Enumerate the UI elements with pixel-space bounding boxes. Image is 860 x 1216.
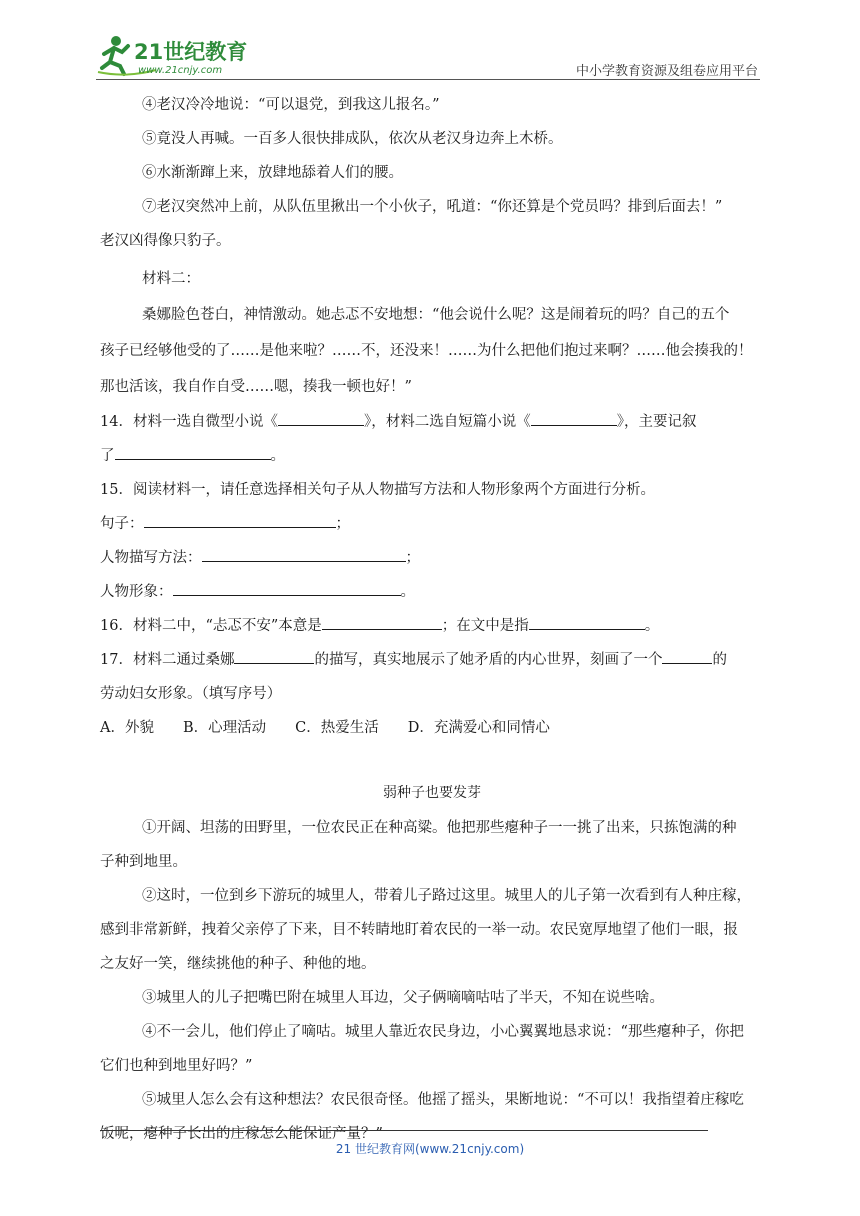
q17-text: 17．材料二通过桑娜 bbox=[100, 652, 235, 668]
footer-link[interactable]: 21 世纪教育网(www.21cnjy.com) bbox=[335, 1142, 525, 1156]
q15-method-row bbox=[100, 546, 420, 567]
svg-text:www.21cnjy.com: www.21cnjy.com bbox=[138, 65, 223, 76]
paragraph-line: 饭呢，瘪种子长出的庄稼怎么能保证产量？” bbox=[100, 1126, 383, 1142]
q17-options: A．外貌 B．心理活动 C．热爱生活 D．充满爱心和同情心 bbox=[100, 720, 550, 736]
answer-blank[interactable] bbox=[322, 615, 442, 630]
paragraph-line: ④不一会儿，他们停止了嘀咕。城里人靠近农民身边，小心翼翼地恳求说：“那些瘪种子，你把 bbox=[142, 1024, 744, 1040]
paragraph-line: 感到非常新鲜，拽着父亲停了下来，目不转睛地盯着农民的一举一动。农民宽厚地望了他们一眼，报 bbox=[100, 922, 738, 938]
q15-label: 句子： bbox=[100, 516, 144, 532]
q15-sentence-row bbox=[100, 512, 350, 533]
q15-label: 人物描写方法： bbox=[100, 550, 202, 566]
paragraph-line: 它们也种到地里好吗？” bbox=[100, 1058, 253, 1074]
q17-text: 的 bbox=[712, 652, 727, 668]
paragraph-line: 之友好一笑，继续挑他的种子、种他的地。 bbox=[100, 956, 376, 972]
question-16 bbox=[100, 614, 659, 635]
q16-text: ；在文中是指 bbox=[441, 618, 529, 634]
answer-blank[interactable] bbox=[662, 649, 712, 664]
q15-label: 人物形象： bbox=[100, 584, 173, 600]
q15-punct: ； bbox=[405, 550, 420, 566]
question-14-continued bbox=[100, 444, 285, 465]
text-line: 桑娜脸色苍白，神情激动。她忐忑不安地想：“他会说什么呢？这是闹着玩的吗？自己的五个 bbox=[142, 307, 730, 323]
q15-image-row bbox=[100, 580, 415, 601]
passage-title: 弱种子也要发芽 bbox=[383, 785, 481, 801]
text-line: 孩子已经够他受的了……是他来啦？……不，还没来！……为什么把他们抱过来啊？……他会揍我的！ bbox=[100, 343, 753, 359]
q17-continued: 劳动妇女形象。（填写序号） bbox=[100, 686, 282, 702]
q14-text: 14．材料一选自微型小说《 bbox=[100, 414, 278, 430]
q14-text: 》，材料二选自短篇小说《 bbox=[363, 414, 531, 430]
answer-blank[interactable] bbox=[144, 513, 336, 528]
text-line: 那也活该，我自作自受……嗯，揍我一顿也好！” bbox=[100, 379, 412, 395]
svg-text:21世纪教育: 21世纪教育 bbox=[134, 40, 248, 64]
question-17 bbox=[100, 648, 727, 669]
page-header bbox=[96, 32, 760, 80]
text-line: ⑤竟没人再喊。一百多人很快排成队，依次从老汉身边奔上木桥。 bbox=[142, 131, 563, 147]
q15-punct: ； bbox=[335, 516, 350, 532]
answer-blank[interactable] bbox=[173, 581, 401, 596]
question-15: 15．阅读材料一，请任意选择相关句子从人物描写方法和人物形象两个方面进行分析。 bbox=[100, 482, 655, 498]
answer-blank[interactable] bbox=[531, 411, 617, 426]
platform-name: 中小学教育资源及组卷应用平台 bbox=[575, 64, 758, 79]
q15-punct: 。 bbox=[400, 584, 415, 600]
q14-text: 。 bbox=[270, 448, 285, 464]
q14-text: 》，主要记叙 bbox=[616, 414, 697, 430]
q14-text: 了 bbox=[100, 448, 115, 464]
question-14 bbox=[100, 410, 696, 431]
logo-graphic bbox=[96, 32, 266, 78]
paragraph-line: ⑤城里人怎么会有这种想法？农民很奇怪。他摇了摇头，果断地说：“不可以！我指望着庄稼吃 bbox=[142, 1092, 744, 1108]
answer-blank[interactable] bbox=[278, 411, 364, 426]
q16-text: 。 bbox=[644, 618, 660, 634]
answer-blank[interactable] bbox=[202, 547, 406, 562]
answer-blank[interactable] bbox=[115, 445, 271, 460]
answer-blank[interactable] bbox=[234, 649, 314, 664]
text-line: ⑥水渐渐蹿上来，放肆地舔着人们的腰。 bbox=[142, 165, 403, 181]
q16-text: 16．材料二中，“忐忑不安”本意是 bbox=[100, 618, 322, 634]
site-logo[interactable] bbox=[96, 32, 266, 78]
footer-divider bbox=[100, 1130, 708, 1131]
paragraph-line: ①开阔、坦荡的田野里，一位农民正在种高粱。他把那些瘪种子一一挑了出来，只拣饱满的种 bbox=[142, 820, 737, 836]
text-line: ⑦老汉突然冲上前，从队伍里揪出一个小伙子，吼道：“你还算是个党员吗？排到后面去！” bbox=[142, 199, 723, 215]
answer-blank[interactable] bbox=[529, 615, 645, 630]
header-divider bbox=[96, 79, 760, 80]
paragraph-line: ②这时，一位到乡下游玩的城里人，带着儿子路过这里。城里人的儿子第一次看到有人种庄稼， bbox=[142, 888, 751, 904]
q17-text: 的描写，真实地展示了她矛盾的内心世界，刻画了一个 bbox=[314, 652, 663, 668]
text-line: 老汉凶得像只豹子。 bbox=[100, 233, 231, 249]
section-label: 材料二： bbox=[142, 271, 200, 287]
paragraph-line: 子种到地里。 bbox=[100, 854, 187, 870]
paragraph-line: ③城里人的儿子把嘴巴附在城里人耳边，父子俩嘀嘀咕咕了半天，不知在说些啥。 bbox=[142, 990, 664, 1006]
text-line: ④老汉冷冷地说：“可以退党，到我这儿报名。” bbox=[142, 97, 440, 113]
